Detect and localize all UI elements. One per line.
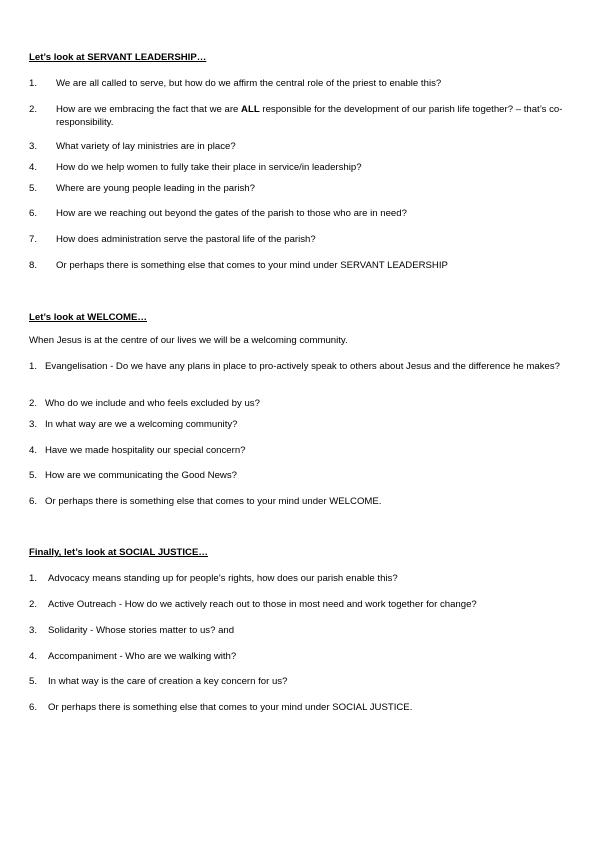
item-text: In what way are we a welcoming community?: [45, 419, 238, 430]
section-heading-social-justice: Finally, let’s look at SOCIAL JUSTICE…: [29, 547, 208, 558]
section-heading-welcome: Let’s look at WELCOME…: [29, 312, 147, 323]
list-item: [29, 469, 569, 482]
item-number: 2.: [29, 599, 38, 610]
item-number: 5.: [29, 676, 38, 687]
item-text: How are we communicating the Good News?: [45, 470, 237, 481]
item-text: Active Outreach - How do we actively reach out to those in most need and work together for change?: [48, 599, 477, 610]
item-text: We are all called to serve, but how do we affirm the central role of the priest to enable this?: [56, 78, 442, 89]
item-number: 1.: [29, 573, 38, 584]
item-text: How are we reaching out beyond the gates of the parish to those who are in need?: [56, 208, 407, 219]
list-item: [29, 495, 569, 508]
list-item: [29, 77, 569, 90]
list-item: [29, 701, 569, 714]
emphasis-all: ALL: [241, 104, 260, 115]
section-intro: When Jesus is at the centre of our lives we will be a welcoming community.: [29, 335, 348, 346]
item-number: 7.: [29, 234, 38, 245]
list-item: [29, 598, 569, 611]
item-number: 8.: [29, 260, 38, 271]
list-item: [29, 397, 569, 410]
list-item: [29, 140, 569, 153]
item-text: In what way is the care of creation a key concern for us?: [48, 676, 288, 687]
item-text: Evangelisation - Do we have any plans in place to pro-actively speak to others about Jesus and the difference he makes?: [45, 361, 560, 372]
item-text: Solidarity - Whose stories matter to us? and: [48, 625, 235, 636]
list-item: [29, 624, 569, 637]
item-text: Who do we include and who feels excluded by us?: [45, 398, 260, 409]
item-number: 1.: [29, 361, 38, 372]
list-item: [29, 233, 569, 246]
item-text: How are we embracing the fact that we are ALL responsible for the development of our parish life together? – that’s co-responsibility.: [56, 104, 563, 128]
item-number: 6.: [29, 702, 38, 713]
item-number: 2.: [29, 398, 38, 409]
item-text: Advocacy means standing up for people’s rights, how does our parish enable this?: [48, 573, 398, 584]
item-text: Or perhaps there is something else that comes to your mind under SERVANT LEADERSHIP: [56, 260, 448, 271]
list-item: [29, 161, 569, 174]
list-item: [29, 650, 569, 663]
item-text: What variety of lay ministries are in place?: [56, 141, 236, 152]
item-text: Where are young people leading in the parish?: [56, 183, 255, 194]
item-number: 4.: [29, 445, 38, 456]
list-item: [29, 572, 569, 585]
item-number: 5.: [29, 470, 38, 481]
list-item: [29, 418, 569, 431]
item-text: Or perhaps there is something else that comes to your mind under WELCOME.: [45, 496, 382, 507]
item-number: 3.: [29, 419, 38, 430]
list-item: [29, 360, 569, 373]
list-item: [29, 675, 569, 688]
item-number: 4.: [29, 651, 38, 662]
item-number: 3.: [29, 625, 38, 636]
section-heading-servant-leadership: Let’s look at SERVANT LEADERSHIP…: [29, 52, 207, 63]
item-text: Or perhaps there is something else that comes to your mind under SOCIAL JUSTICE.: [48, 702, 413, 713]
item-text: Have we made hospitality our special concern?: [45, 445, 246, 456]
item-text: How do we help women to fully take their place in service/in leadership?: [56, 162, 362, 173]
list-item: [29, 182, 569, 195]
item-number: 4.: [29, 162, 38, 173]
list-item: [29, 259, 569, 272]
item-text: Accompaniment - Who are we walking with?: [48, 651, 237, 662]
item-number: 2.: [29, 104, 38, 115]
item-text: How does administration serve the pastoral life of the parish?: [56, 234, 316, 245]
item-number: 5.: [29, 183, 38, 194]
item-number: 1.: [29, 78, 38, 89]
list-item: [29, 444, 569, 457]
item-number: 6.: [29, 208, 38, 219]
item-number: 6.: [29, 496, 38, 507]
list-item: [29, 207, 569, 220]
list-item: [29, 103, 569, 129]
item-number: 3.: [29, 141, 38, 152]
